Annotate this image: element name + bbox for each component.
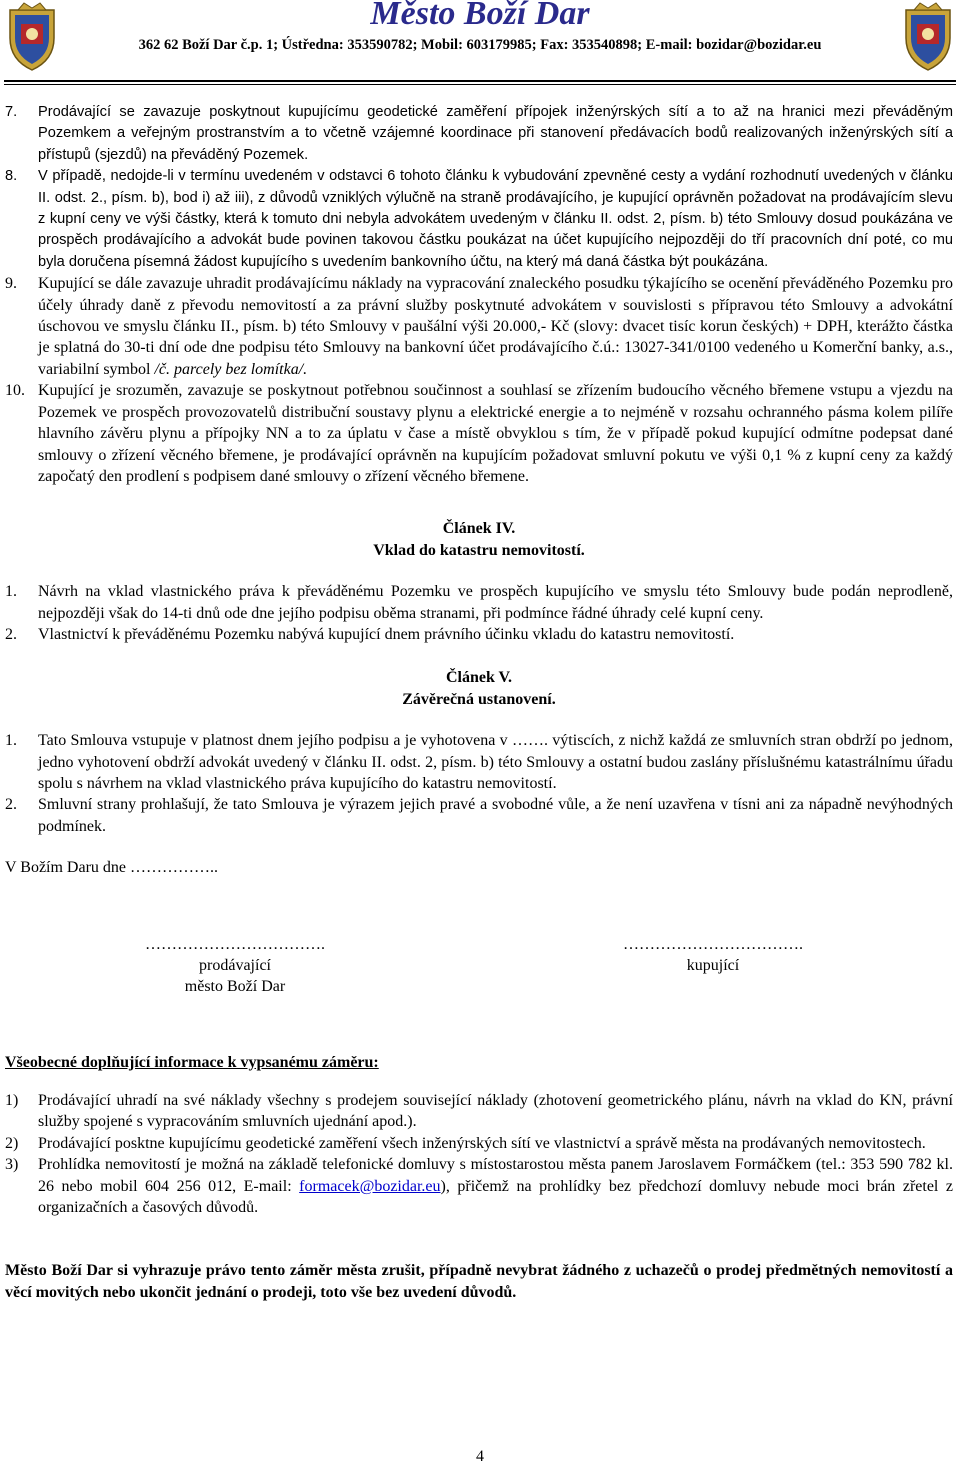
- item-text: Prodávající uhradí na své náklady všechny s prodejem související náklady (zhotovení geometrického plánu, návrh na vklad do KN, právní služby spojené s vypracováním smluvních ujednání apod.).: [38, 1092, 953, 1131]
- seller-signature: [75, 934, 395, 998]
- item-text-main: Kupující se dále zavazuje uhradit prodávajícímu náklady na vypracování znaleckého posudku týkajícího se ocenění převáděného Pozemku pro účely úhrady daně z převodu nemovitostí a za právní služby poskytnuté advokátem v souvislosti s přípravou této Smlouvy a advokátní úschovou ve smyslu článku II., písm. b) této Smlouvy v paušální výši 20.000,- Kč (slovy: dvacet tisíc korun českých) + DPH, kterážto částka je splatná do 30-ti dní ode dne podpisu této Smlouvy na bankovní účet prodávajícího č.ú.: 13027-341/0100 vedeného u Komerční banky, a.s., variabilní symbol: [38, 275, 953, 378]
- article-4-heading: [5, 518, 953, 561]
- signature-block: [5, 934, 953, 1024]
- reservation-notice: Město Boží Dar si vyhrazuje právo tento záměr města zrušit, případně nevybrat žádného z uchazečů o prodej předmětných nemovitostí a věcí movitých nebo ukončit jednání o prodeji, toto vše bez uvedení důvodů.: [5, 1262, 953, 1301]
- signature-line: …………………………….: [623, 935, 803, 953]
- item-text-italic: /č. parcely bez lomítka/.: [154, 360, 308, 378]
- list-item: [5, 730, 953, 794]
- list-item: [5, 102, 953, 166]
- list-item: [5, 273, 953, 380]
- item-text-before: Prohlídka nemovitostí je možná na základě telefonické domluvy s místostarostou města panem Jaroslavem Formáčkem (tel.: 353 590 782 kl. 26 nebo mobil 604 256 012, E-mail:: [38, 1156, 953, 1195]
- item-number: 1.: [5, 732, 17, 750]
- item-text-after: ), přičemž na prohlídky bez předchozí domluvy nebude moci brán zřetel z organizačních a časových důvodů.: [38, 1177, 954, 1217]
- signature-name: město Boží Dar: [184, 978, 286, 996]
- article-5-heading: [5, 667, 953, 710]
- item-number: 9.: [5, 275, 17, 293]
- info-list-item: [5, 1090, 953, 1133]
- page-number: 4: [476, 1448, 484, 1465]
- list-item: [5, 380, 953, 487]
- list-item: [5, 166, 953, 273]
- item-number: 2): [5, 1134, 19, 1152]
- item-number: 1.: [5, 583, 17, 601]
- signature-line: …………………………….: [145, 935, 325, 953]
- item-text: Smluvní strany prohlašují, že tato Smlouva je výrazem jejich pravé a svobodné vůle, a že není uzavřena v tísni ani za nápadně nevýhodných podmínek.: [38, 796, 953, 835]
- item-text: Tato Smlouva vstupuje v platnost dnem jejího podpisu a je vyhotovena v ……. výtiscích, z nichž každá ze smluvních stran obdrží po jednom, jedno vyhotovení obdrží advokát uvedený v článku II. odst. 2, písm. b) této Smlouvy a ostatní budou zaslány příslušnému katastrálnímu úřadu spolu s návrhem na vklad vlastnického práva kupujícího do katastru nemovitostí.: [38, 732, 953, 792]
- town-title: Město Boží Dar: [370, 0, 590, 32]
- buyer-signature: [553, 934, 873, 977]
- item-text: V případě, nedojde-li v termínu uvedeném v odstavci 6 tohoto článku k vybudování zpevněné cesty a vydání rozhodnutí uvedených v článku II. odst. 2., písm. b), bod i) až iii), z důvodů vzniklých výlučně na straně prodávajícího, je kupující oprávněn požadovat na prodávajícím slevu z kupní ceny ve výši částky, která k tomuto dni nebyla advokátem uvedeným v článku II. odst. 2, písm. b) této Smlouvy dosud poukázána ve prospěch prodávajícího a advokát bude povinen takovou částku poukázat na účet kupujícího nejpozději do tří pracovních dní poté, co mu byla doručena písemná žádost kupujícího s uvedením bankovního účtu, na který má daná částka být poukázána.: [38, 168, 953, 270]
- letterhead: [0, 0, 960, 86]
- header-divider-thin: [4, 84, 956, 85]
- article-title: Článek V.: [445, 669, 513, 687]
- item-number: 3): [5, 1156, 19, 1174]
- article-subtitle: Závěrečná ustanovení.: [402, 690, 556, 708]
- item-number: 10.: [5, 382, 25, 400]
- info-list-item: [5, 1154, 953, 1218]
- item-text: [38, 273, 953, 380]
- item-text: Kupující je srozuměn, zavazuje se poskytnout potřebnou součinnost a souhlasí se zřízením budoucího věcného břemene vstupu a vjezdu na Pozemek ve prospěch provozovatelů distribuční soustavy plynu a elektrické energie a to nejméně v rozsahu ochranného pásma kolem pilíře hlavního závěru plynu a přípojky NN a to za úplatu v čase a místě obvyklou s tím, že v případě pokud kupující odmítne podepsat dané smlouvy o zřízení věcného břemene, je prodávající oprávněn na kupujícím požadovat smluvní pokutu ve výši 0,1 % z kupní ceny za každý započatý den prodlení s podpisem dané smlouvy o zřízení věcného břemene.: [38, 382, 953, 485]
- item-text: Prodávající se zavazuje poskytnout kupujícímu geodetické zaměření přípojek inženýrských sítí a to až na hranici mezi převáděným Pozemkem a veřejným prostranstvím a to včetně vzájemné koordinace při stanovení předávacích bodů realizovaných inženýrských sítí a přístupů (sjezdů) na převáděný Pozemek.: [38, 104, 953, 163]
- place-date-line: V Božím Daru dne ……………..: [5, 859, 219, 877]
- signature-role: prodávající: [199, 957, 271, 974]
- list-item: [5, 581, 953, 624]
- item-number: 8.: [5, 168, 18, 185]
- contact-email-link[interactable]: formacek@bozidar.eu: [299, 1177, 441, 1195]
- item-text: Vlastnictví k převáděnému Pozemku nabývá kupující dnem právního účinku vkladu do katastru nemovitostí.: [38, 625, 735, 643]
- list-item: [5, 794, 953, 837]
- item-number: 2.: [5, 796, 17, 814]
- document-body: [5, 102, 953, 1303]
- signature-role: kupující: [686, 957, 740, 974]
- info-heading: Všeobecné doplňující informace k vypsanému záměru:: [5, 1053, 379, 1071]
- item-text: Prodávající posktne kupujícímu geodetické zaměření všech inženýrských sítí ve vlastnictví a správě města na prodávaných nemovitostech.: [38, 1134, 926, 1152]
- info-list-item: [5, 1133, 953, 1154]
- list-item: [5, 624, 953, 645]
- town-crest-icon: [900, 2, 956, 72]
- article-title: Článek IV.: [442, 520, 516, 538]
- item-number: 7.: [5, 104, 18, 120]
- item-text: Návrh na vklad vlastnického práva k převáděnému Pozemku ve prospěch kupujícího ve smyslu této Smlouvy bude podán neprodleně, nejpozději však do 14-ti dnů ode dne jejího podpisu oběma stranami, při podmínce řádné úhrady celé kupní ceny.: [38, 583, 953, 622]
- article-subtitle: Vklad do katastru nemovitostí.: [373, 541, 585, 559]
- contact-line: 362 62 Boží Dar č.p. 1; Ústředna: 353590782; Mobil: 603179985; Fax: 353540898; E-mail: bozidar@bozidar.eu: [138, 37, 822, 53]
- item-number: 2.: [5, 625, 17, 643]
- header-divider: [4, 80, 956, 82]
- item-number: 1): [5, 1092, 19, 1109]
- item-text: [38, 1154, 953, 1218]
